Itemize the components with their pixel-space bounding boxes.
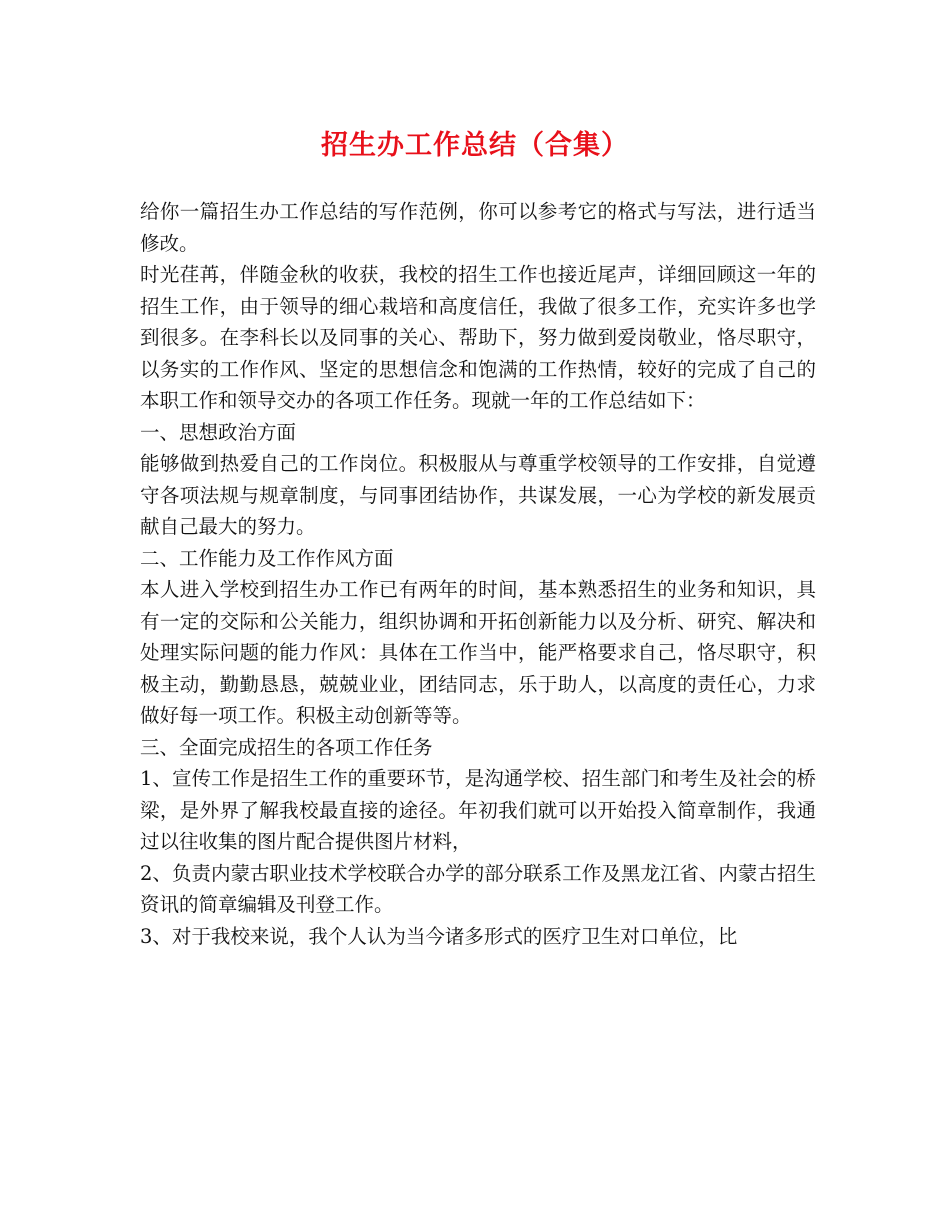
overview-paragraph: 时光荏苒，伴随金秋的收获，我校的招生工作也接近尾声，详细回顾这一年的招生工作，由于领导的细心栽培和高度信任，我做了很多工作，充实许多也学到很多。在李科长以及同事的关心、帮助下，努力做到爱岗敬业，恪尽职守，以务实的工作作风、坚定的思想信念和饱满的工作热情，较好的完成了自己的本职工作和领导交办的各项工作任务。现就一年的工作总结如下：: [140, 263, 816, 412]
intro-paragraph: 给你一篇招生办工作总结的写作范例，你可以参考它的格式与写法，进行适当修改。: [140, 200, 816, 255]
politics-paragraph: 能够做到热爱自己的工作岗位。积极服从与尊重学校领导的工作安排，自觉遵守各项法规与规章制度，与同事团结协作，共谋发展，一心为学校的新发展贡献自己最大的努力。: [140, 452, 816, 538]
ability-paragraph: 本人进入学校到招生办工作已有两年的时间，基本熟悉招生的业务和知识，具有一定的交际和公关能力，组织协调和开拓创新能力以及分析、研究、解决和处理实际问题的能力作风：具体在工作当中，能严格要求自己，恪尽职守，积极主动，勤勤恳恳，兢兢业业，团结同志，乐于助人，以高度的责任心，力求做好每一项工作。积极主动创新等等。: [140, 578, 816, 727]
document-title: 招生办工作总结（合集）: [321, 130, 629, 161]
task-item-3: 3、对于我校来说，我个人认为当今诸多形式的医疗卫生对口单位，比: [140, 924, 738, 948]
section-heading-tasks: 三、全面完成招生的各项工作任务: [140, 735, 433, 759]
section-heading-politics: 一、思想政治方面: [140, 420, 297, 444]
section-heading-ability: 二、工作能力及工作作风方面: [140, 546, 394, 570]
document-body: [140, 196, 816, 952]
task-item-1: 1、宣传工作是招生工作的重要环节，是沟通学校、招生部门和考生及社会的桥梁，是外界了解我校最直接的途径。年初我们就可以开始投入简章制作，我通过以往收集的图片配合提供图片材料，: [140, 767, 816, 853]
task-item-2: 2、负责内蒙古职业技术学校联合办学的部分联系工作及黑龙江省、内蒙古招生资讯的简章编辑及刊登工作。: [140, 861, 816, 916]
